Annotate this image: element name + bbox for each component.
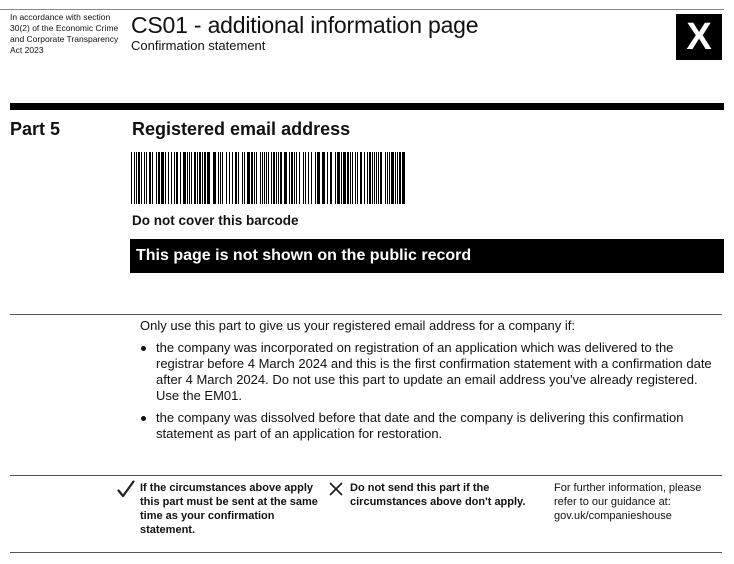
barcode-image [131,152,409,204]
x-mark-box: X [676,14,722,60]
divider-rule [10,552,722,553]
intro-text: Only use this part to give us your registered email address for a company if: [140,318,575,333]
bullet-icon [141,346,146,351]
list-item: the company was dissolved before that date and the company is delivering this confirmation statement as part of an application for restoration. [140,410,724,442]
form-subtitle: Confirmation statement [131,38,266,53]
divider-rule [10,475,722,476]
guidance-info: For further information, please refer to our guidance at: gov.uk/companieshouse [554,482,702,522]
criteria-list [140,340,724,448]
divider-rule [10,314,722,315]
form-title: CS01 - additional information page [131,12,479,38]
section-divider [10,103,724,110]
checkmark-icon [117,480,135,498]
list-item: the company was incorporated on registration of an application which was delivered to the registrar before 4 March 2024 and this is the first confirmation statement with a confirmation date after 4 March 2024. Do not use this part to update an email address you've already registered. Use the EM01. [140,340,724,404]
public-record-notice [130,239,724,273]
top-rule [0,9,724,10]
barcode-note: Do not cover this barcode [132,213,299,228]
part-label: Part 5 [10,119,61,139]
cross-instruction: Do not send this part if the circumstances above don't apply. [350,482,526,508]
bullet-icon [141,416,146,421]
cross-icon [329,482,343,496]
section-title: Registered email address [132,119,351,139]
public-record-notice-text: This page is not shown on the public record [136,247,472,264]
tick-instruction: If the circumstances above apply this part must be sent at the same time as your confirmation statement. [140,482,318,536]
legal-note: In accordance with section 30(2) of the Economic Crime and Corporate Transparency Act 2023 [10,12,119,55]
